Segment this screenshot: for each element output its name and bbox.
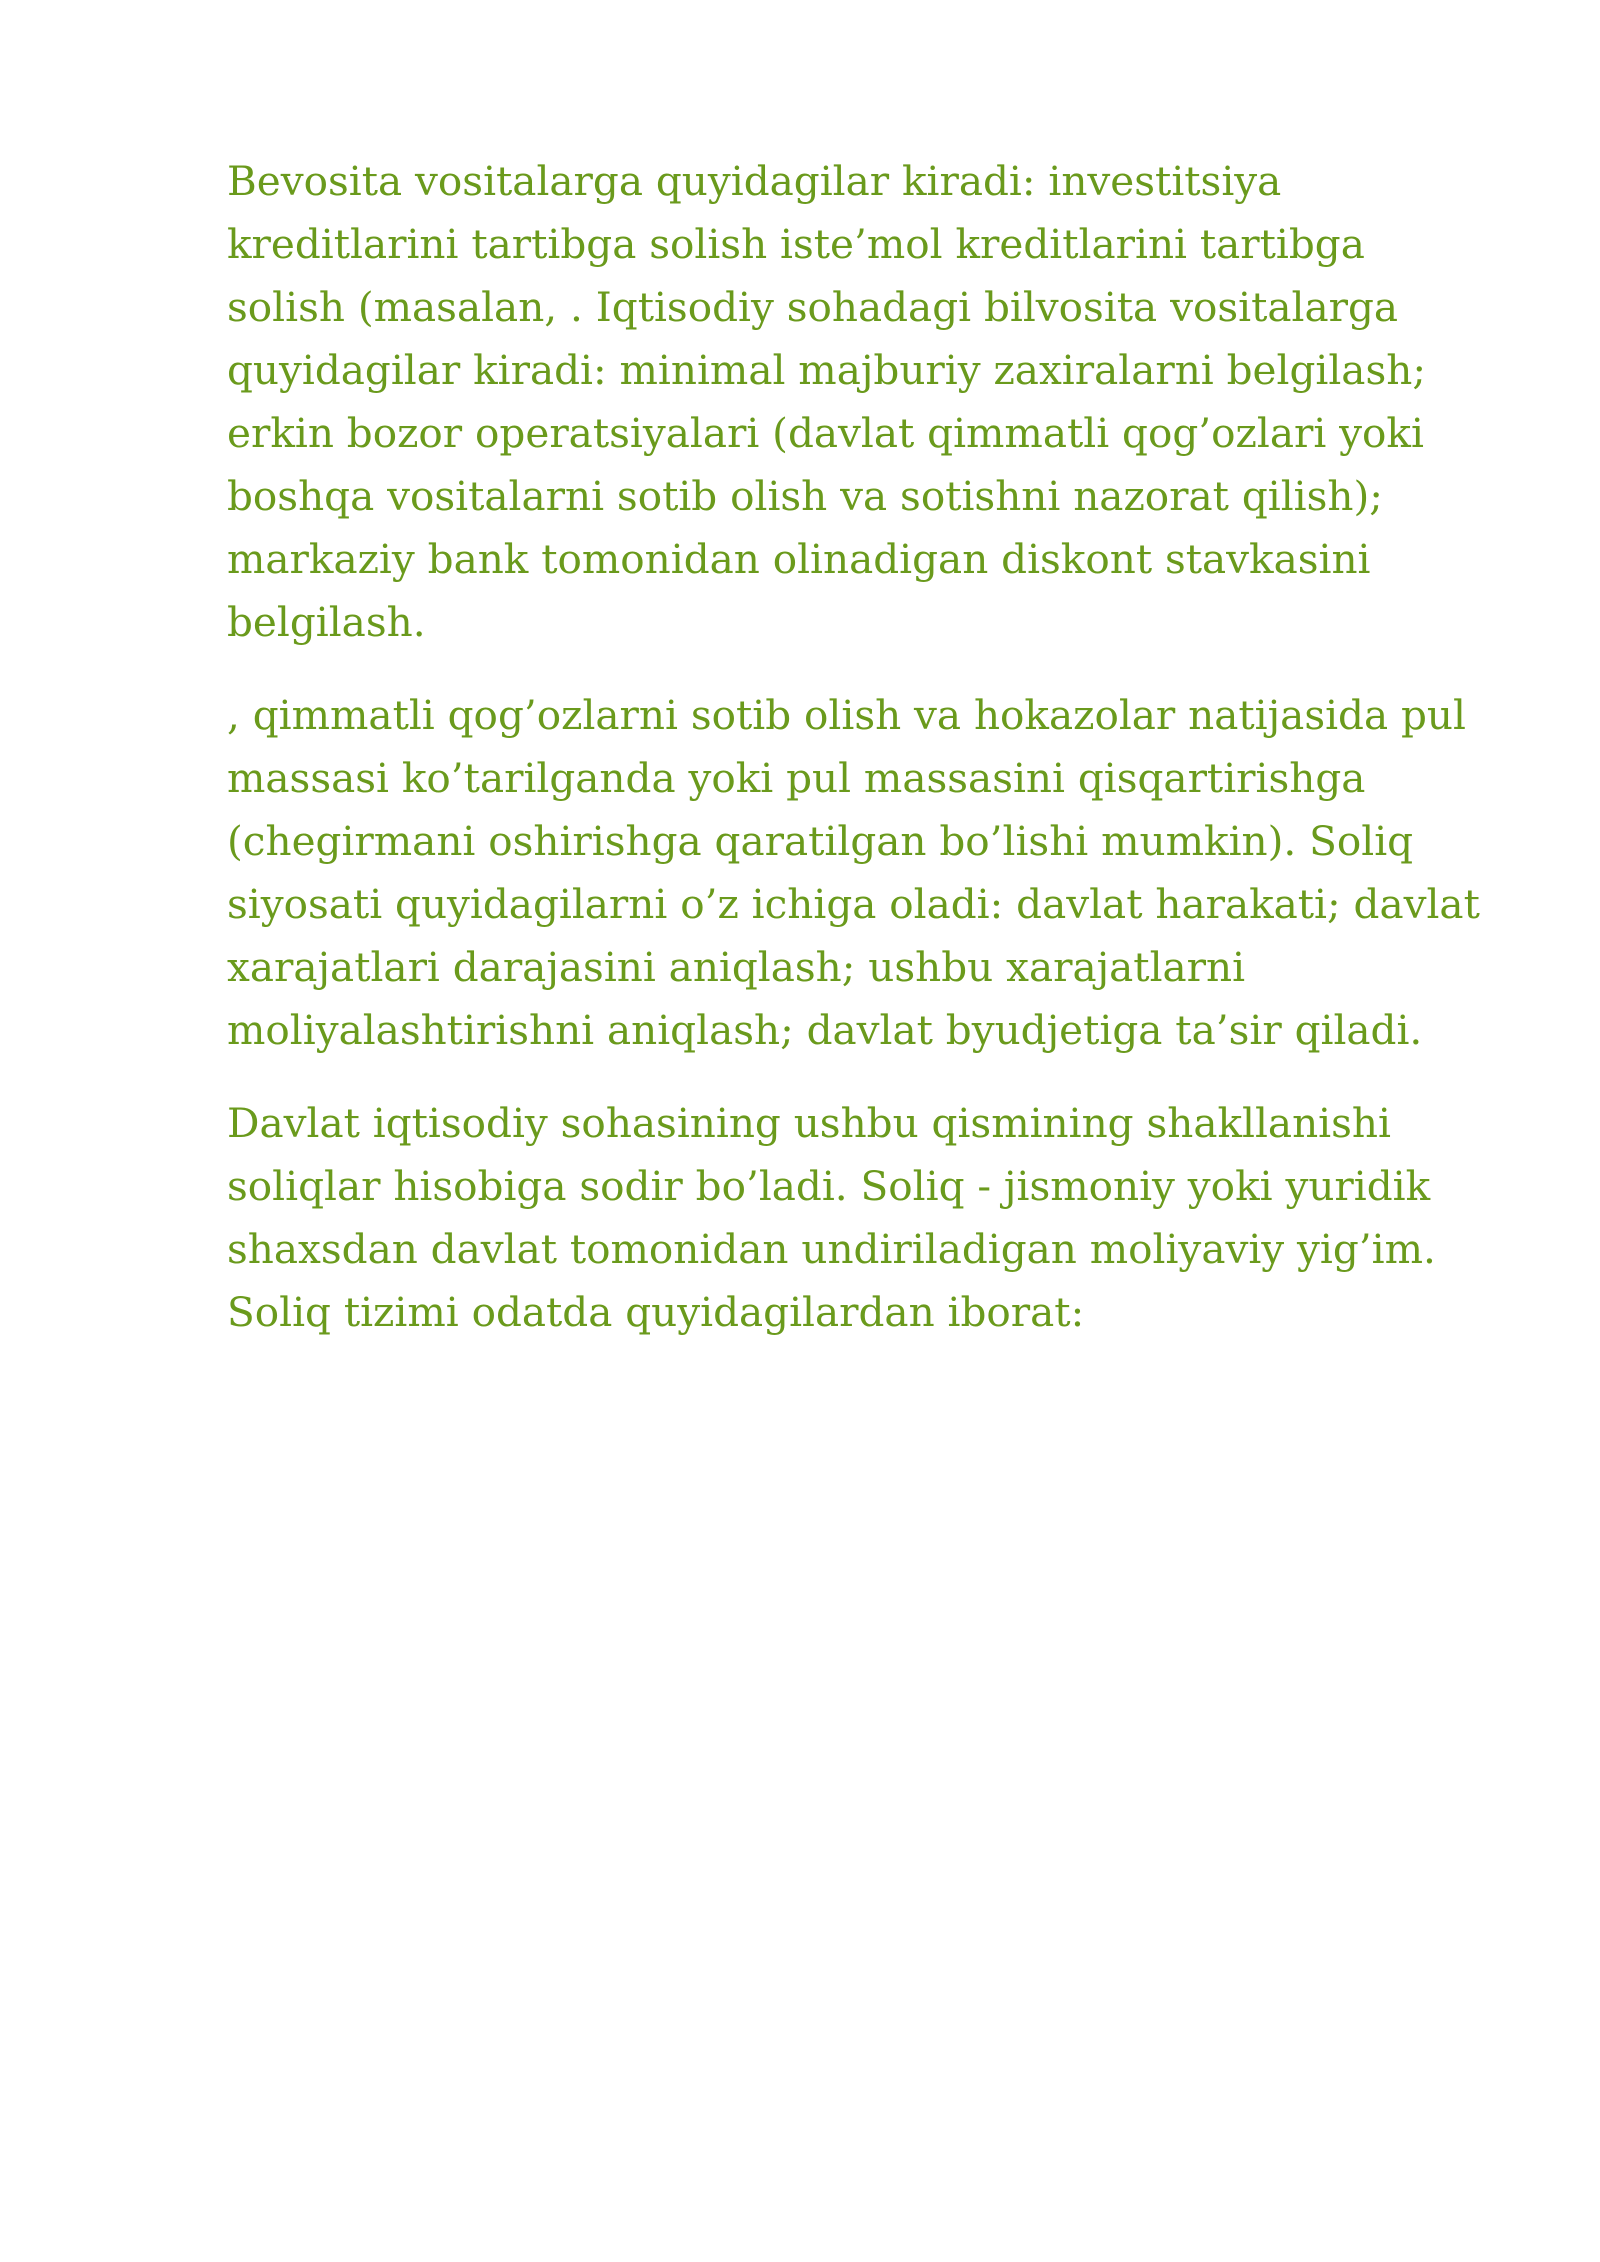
text-line: Bevosita vositalarga quyidagilar kiradi: investitsiya	[227, 157, 1282, 205]
text-line: Soliq tizimi odatda quyidagilardan iborat:	[227, 1288, 1085, 1336]
text-line: shaxsdan davlat tomonidan undiriladigan moliyaviy yig’im.	[227, 1225, 1436, 1273]
paragraph-1	[227, 150, 1497, 654]
text-line: boshqa vositalarni sotib olish va sotishni nazorat qilish);	[227, 472, 1383, 520]
text-line: erkin bozor operatsiyalari (davlat qimmatli qog’ozlari yoki	[227, 409, 1424, 457]
text-line: xarajatlari darajasini aniqlash; ushbu xarajatlarni	[227, 943, 1246, 991]
text-line: , qimmatli qog’ozlarni sotib olish va hokazolar natijasida pul	[227, 691, 1466, 739]
text-line: belgilash.	[227, 598, 426, 646]
text-line: kreditlarini tartibga solish iste’mol kreditlarini tartibga	[227, 220, 1365, 268]
paragraph-3	[227, 1092, 1497, 1344]
paragraph-2	[227, 684, 1497, 1062]
text-line: solish (masalan, . Iqtisodiy sohadagi bilvosita vositalarga	[227, 283, 1399, 331]
document-body	[227, 150, 1497, 1374]
text-line: Davlat iqtisodiy sohasining ushbu qismining shakllanishi	[227, 1099, 1391, 1147]
text-line: quyidagilar kiradi: minimal majburiy zaxiralarni belgilash;	[227, 346, 1426, 394]
text-line: markaziy bank tomonidan olinadigan diskont stavkasini	[227, 535, 1371, 583]
text-line: (chegirmani oshirishga qaratilgan bo’lishi mumkin). Soliq	[227, 817, 1414, 865]
text-line: moliyalashtirishni aniqlash; davlat byudjetiga ta’sir qiladi.	[227, 1006, 1423, 1054]
text-line: massasi ko’tarilganda yoki pul massasini qisqartirishga	[227, 754, 1366, 802]
text-line: siyosati quyidagilarni o’z ichiga oladi: davlat harakati; davlat	[227, 880, 1480, 928]
text-line: soliqlar hisobiga sodir bo’ladi. Soliq - jismoniy yoki yuridik	[227, 1162, 1431, 1210]
